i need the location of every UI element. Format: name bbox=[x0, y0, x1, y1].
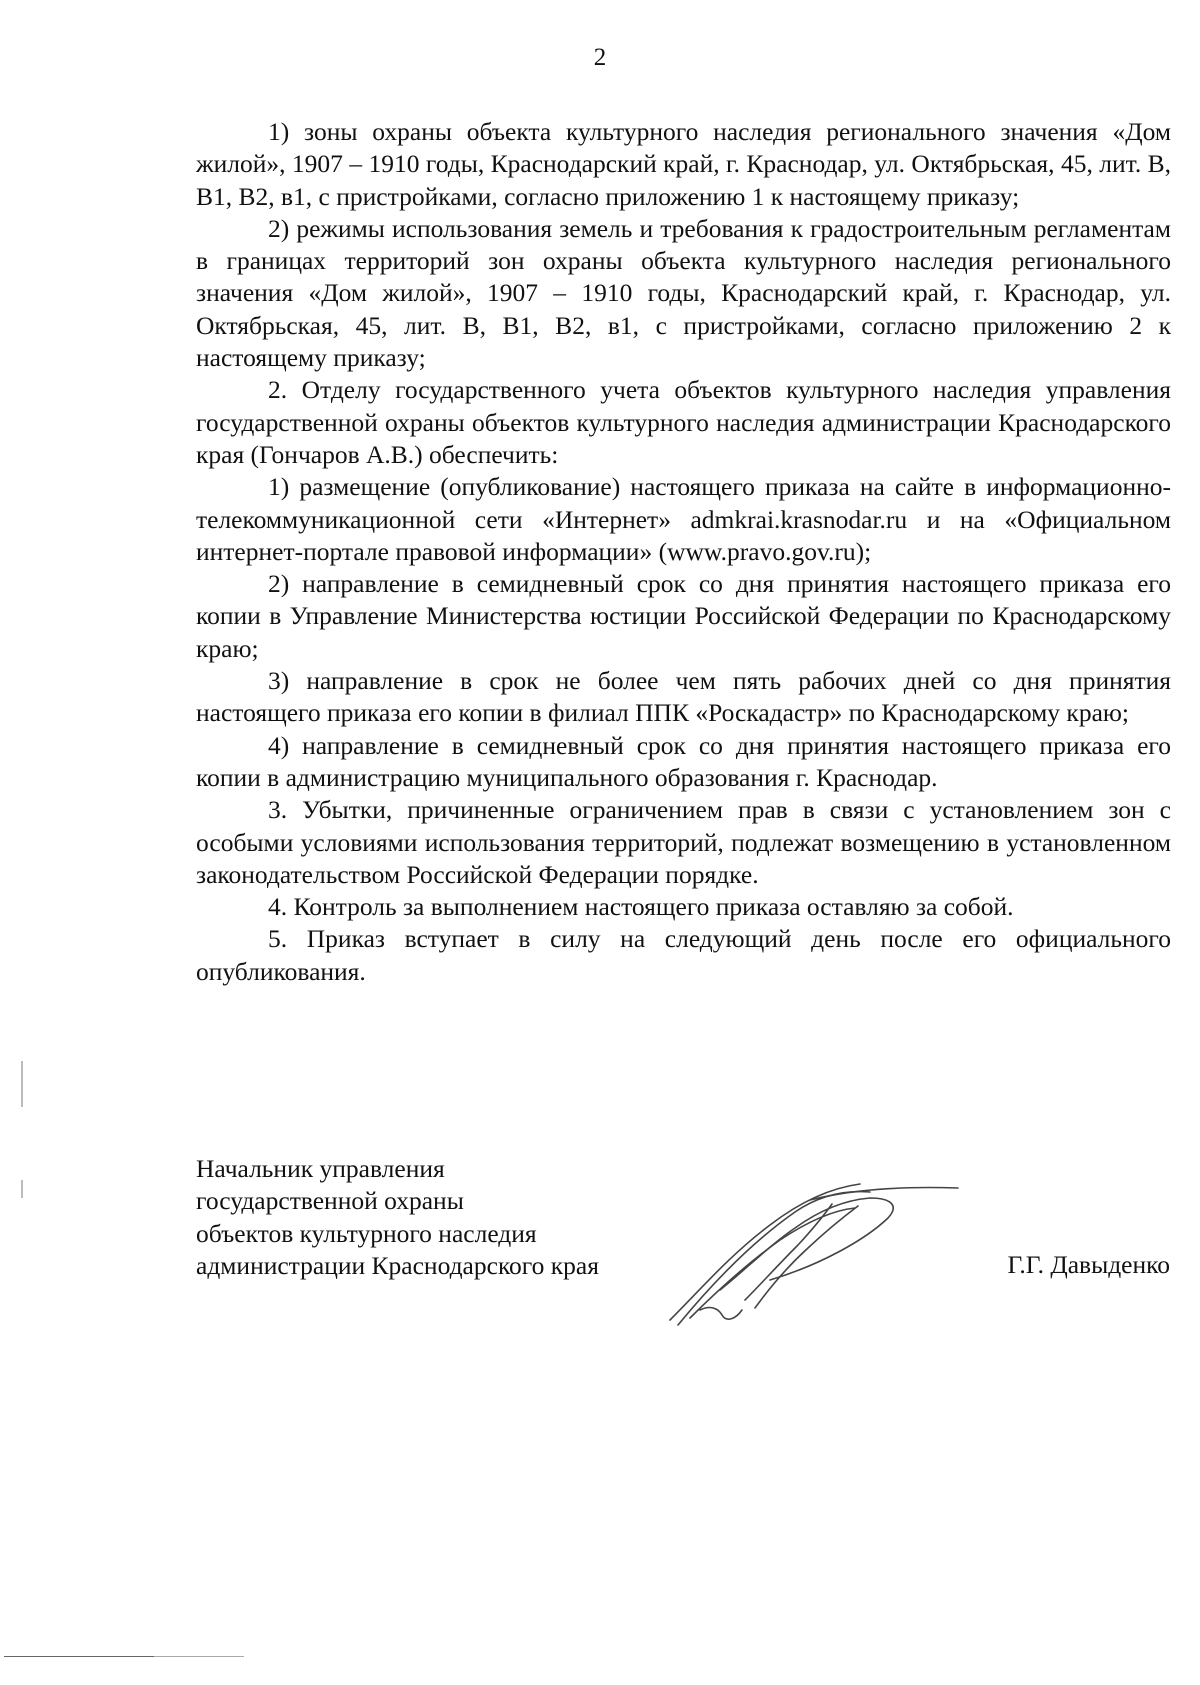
signatory-position-line: Начальник управления bbox=[196, 1154, 445, 1183]
signatory-position-line: государственной охраны bbox=[196, 1186, 464, 1216]
paragraph: 2) направление в семидневный срок со дня принятия настоящего приказа его копии в Управление Министерства юстиции Российской Федерации по Краснодарскому краю; bbox=[196, 569, 1171, 663]
paragraph: 2. Отделу государственного учета объектов культурного наследия управления государственной охраны объектов культурного наследия администрации Краснодарского края (Гончаров А.В.) обеспечить: bbox=[196, 375, 1171, 469]
signatory-position-line: объектов культурного наследия bbox=[196, 1218, 537, 1248]
signatory-position bbox=[196, 1153, 599, 1282]
paragraph: 1) размещение (опубликование) настоящего приказа на сайте в информационно-телекоммуникационной сети «Интернет» admkrai.krasnodar.ru и на «Официальном интернет-портале правовой информации» (www.pravo.gov.ru); bbox=[196, 472, 1171, 566]
signatory-position-line: администрации Краснодарского края bbox=[196, 1250, 599, 1280]
signatory-name: Г.Г. Давыденко bbox=[1007, 1250, 1170, 1279]
bottom-rule bbox=[154, 1656, 244, 1657]
paragraph: 1) зоны охраны объекта культурного наследия регионального значения «Дом жилой», 1907 – 1910 годы, Краснодарский край, г. Краснодар, ул. Октябрьская, 45, лит. В, В1, В2, в1, с пристройками, согласно приложению 1 к настоящему приказу; bbox=[196, 117, 1171, 211]
margin-mark bbox=[21, 1180, 23, 1198]
paragraph: 4. Контроль за выполнением настоящего приказа оставляю за собой. bbox=[268, 892, 1014, 922]
page-number: 2 bbox=[593, 44, 607, 71]
paragraph: 3. Убытки, причиненные ограничением прав в связи с установлением зон с особыми условиями использования территорий, подлежат возмещению в установленном законодательством Российской Федерации порядке. bbox=[196, 795, 1171, 889]
paragraph: 4) направление в семидневный срок со дня принятия настоящего приказа его копии в администрацию муниципального образования г. Краснодар. bbox=[196, 730, 1171, 792]
paragraph: 5. Приказ вступает в силу на следующий день после его официального опубликования. bbox=[196, 924, 1171, 986]
document-body bbox=[196, 116, 1171, 988]
margin-mark bbox=[21, 1061, 23, 1107]
handwritten-signature bbox=[660, 1170, 960, 1330]
bottom-rule bbox=[4, 1656, 154, 1657]
paragraph: 2) режимы использования земель и требования к градостроительным регламентам в границах территорий зон охраны объекта культурного наследия регионального значения «Дом жилой», 1907 – 1910 годы, Краснодарский край, г. Краснодар, ул. Октябрьская, 45, лит. В, В1, В2, в1, с пристройками, согласно приложению 2 к настоящему приказу; bbox=[196, 213, 1171, 373]
paragraph: 3) направление в срок не более чем пять рабочих дней со дня принятия настоящего приказа его копии в филиал ППК «Роскадастр» по Краснодарскому краю; bbox=[196, 666, 1171, 728]
